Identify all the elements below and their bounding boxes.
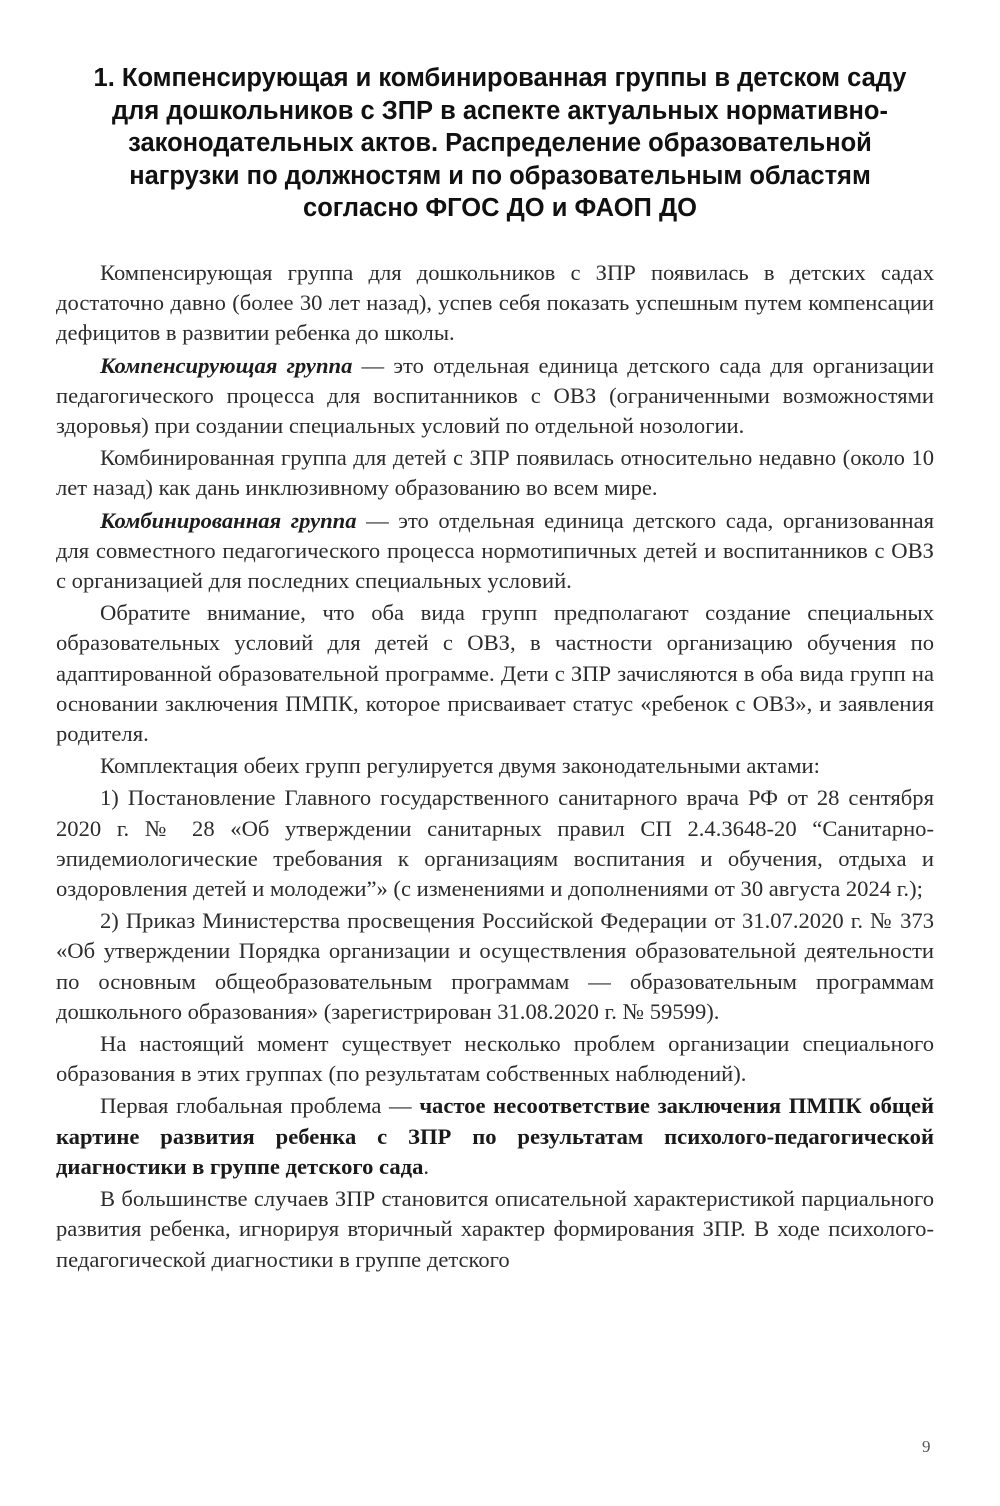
paragraph-problem [56, 1091, 934, 1182]
paragraph: Обратите внимание, что оба вида групп предполагают создание специальных образовательных условий для детей с ОВЗ, в частности организацию обучения по адаптированной образовательной программе. Дети с ЗПР зачисляются в оба вида групп на основании заключения ПМПК, которое присваивает статус «ребенок с ОВЗ», и заявления родителя. [56, 600, 934, 747]
paragraph: Комплектация обеих групп регулируется двумя законодательными актами: [100, 753, 820, 779]
paragraph: Компенсирующая группа для дошкольников с ЗПР появилась в детских садах достаточно давно (более 30 лет назад), успев себя показать успешным путем компенсации дефицитов в развитии ребенка до школы. [56, 260, 934, 346]
definition-text: — это отдельная единица детского сада, организованная для совместного педагогического процесса нормотипичных детей и воспитанников с ОВЗ с организацией для последних специальных условий. [56, 507, 934, 594]
list-item-legal-act: 1) Постановление Главного государственного санитарного врача РФ от 28 сентября 2020 г. № 28 «Об утверждении санитарных правил СП 2.4.3648-20 “Санитарно-эпидемиологические требования к организациям воспитания и обучения, отдыха и оздоровления детей и молодежи”» (с изменениями и дополнениями от 30 августа 2024 г.); [56, 785, 934, 902]
defined-term: Компенсирующая группа [100, 352, 353, 378]
definition-text: — это отдельная единица детского сада для организации педагогического процесса для воспитанников с ОВЗ (ограниченными возможностями здоровья) при создании специальных условий по отдельной нозологии. [56, 352, 934, 439]
problem-lead: Первая глобальная проблема — [100, 1093, 420, 1119]
problem-end: . [423, 1153, 430, 1179]
body-text [56, 258, 934, 1277]
defined-term: Комбинированная группа [100, 507, 357, 533]
paragraph: В большинстве случаев ЗПР становится описательной характеристикой парциального развития ребенка, игнорируя вторичный характер формирования ЗПР. В ходе психолого-педагогической диагностики в группе детского [56, 1186, 934, 1272]
paragraph-definition [56, 506, 934, 597]
paragraph-definition [56, 351, 934, 442]
paragraph: Комбинированная группа для детей с ЗПР появилась относительно недавно (около 10 лет назад) как дань инклюзивному образованию во всем мире. [56, 445, 934, 501]
paragraph: На настоящий момент существует несколько проблем организации специального образования в этих группах (по результатам собственных наблюдений). [56, 1031, 934, 1087]
chapter-heading: 1. Компенсирующая и комбинированная группы в детском саду для дошкольников с ЗПР в аспекте актуальных нормативно-законодательных актов. Распределение образовательной нагрузки по должностям и по образовательным областям согласно ФГОС ДО и ФАОП ДО [93, 64, 907, 222]
problem-statement: частое несоответствие заключения ПМПК общей картине развития ребенка с ЗПР по результатам психолого-педагогической диагностики в группе детского сада [56, 1093, 934, 1179]
page-number: 9 [922, 1437, 931, 1456]
list-item-legal-act: 2) Приказ Министерства просвещения Российской Федерации от 31.07.2020 г. № 373 «Об утверждении Порядка организации и осуществления образовательной деятельности по основным общеобразовательным программам — образовательным программам дошкольного образования» (зарегистрирован 31.08.2020 г. № 59599). [56, 908, 934, 1024]
